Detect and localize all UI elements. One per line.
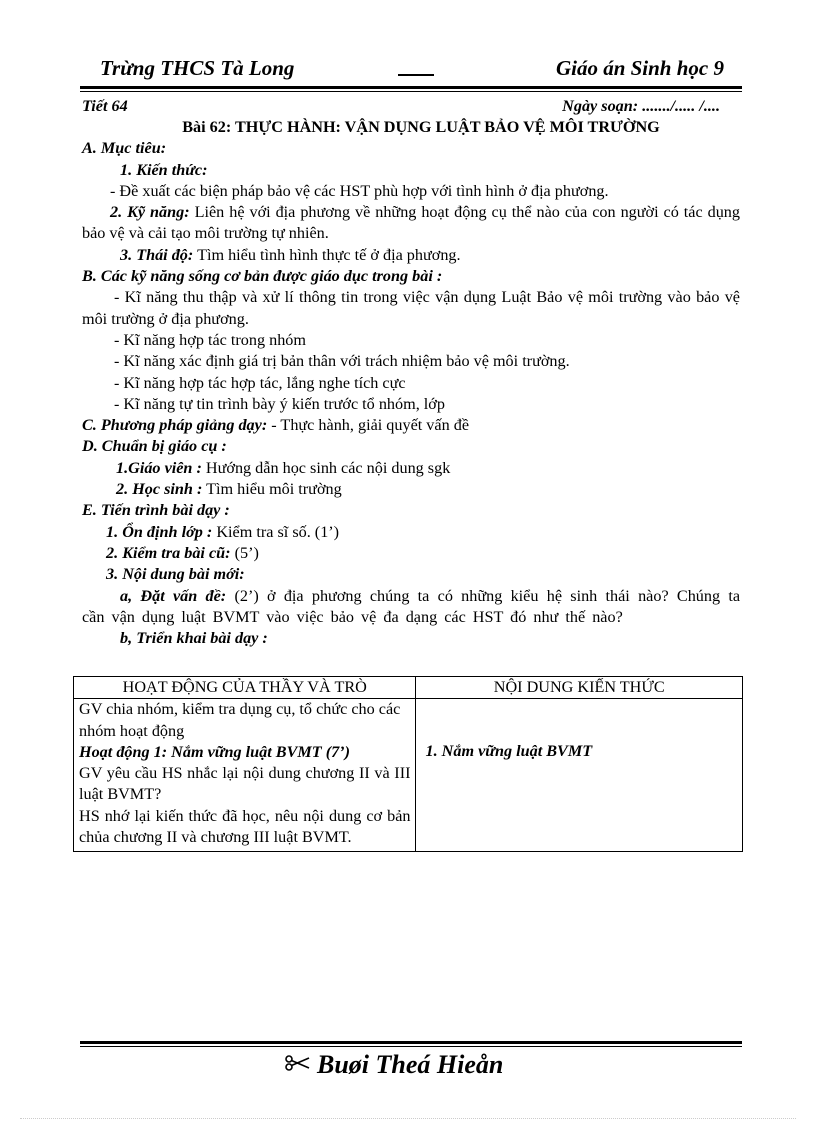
student-heading: 2. Học sinh : [116,480,203,499]
table-header-row [74,677,743,699]
content-heading: 1. Nắm vững luật BVMT [425,742,593,761]
section-c-heading: C. Phương pháp giảng dạy: [82,416,268,435]
section-b-item: - Kĩ năng tự tin trình bày ý kiến trước tổ nhóm, lớp [114,394,445,413]
student-row [82,479,740,500]
date-label: Ngày soạn: ......./..... /.... [562,97,720,115]
header-divider [398,62,434,76]
subject-name: Giáo án Sinh học 9 [555,56,724,80]
step1-text: Kiểm tra sĩ số. (1’) [216,522,340,541]
skill-heading: 2. Kỹ năng: [110,203,190,222]
section-b-item: - Kĩ năng thu thập và xử lí thông tin trong việc vận dụng Luật Bảo vệ môi trường vào bảo vệ môi trường ở địa phương. [82,288,740,328]
step3-heading: 3. Nội dung bài mới: [106,565,245,584]
section-b-item: - Kĩ năng hợp tác trong nhóm [114,330,306,349]
col2-header: NỘI DUNG KIẾN THỨC [416,677,743,699]
scissors-icon [285,1048,311,1064]
left-intro: GV chia nhóm, kiểm tra dụng cụ, tổ chức cho các nhóm hoạt động [79,700,401,740]
col1-header: HOẠT ĐỘNG CỦA THẦY VÀ TRÒ [74,677,416,699]
teacher-row [82,458,740,479]
step1-heading: 1. Ổn định lớp : [106,522,213,541]
section-b-item: - Kĩ năng xác định giá trị bản thân với trách nhiệm bảo vệ môi trường. [114,352,570,371]
lesson-title: Bài 62: THỰC HÀNH: VẬN DỤNG LUẬT BẢO VỆ MÔI TRƯỜNG [182,118,660,136]
activity-heading: Hoạt động 1: Nắm vững luật BVMT (7’) [79,742,350,761]
section-e-heading: E. Tiến trình bài dạy : [82,501,230,520]
page-edge [20,1118,796,1119]
section-b-item: - Kĩ năng hợp tác hợp tác, lắng nghe tích cực [114,373,406,392]
page-header [80,50,742,86]
intro-paragraph [82,586,740,629]
intro-text: (2’) ở địa phương chúng ta có những kiểu hệ sinh thái nào? Chúng ta cần vận dụng luật BVMT vào việc bảo vệ đa dạng các HST đó như thế nào? [82,586,741,626]
footer-rule-thin [80,1046,742,1047]
content-spacer [421,699,737,741]
teacher-heading: 1.Giáo viên : [116,458,202,477]
deploy-heading: b, Triển khai bài dạy : [120,629,268,648]
attitude-heading: 3. Thái độ: [120,245,194,264]
activity-cell [74,699,416,852]
section-a-heading: A. Mục tiêu: [82,139,167,158]
attitude-text: Tìm hiểu tình hình thực tế ở địa phương. [197,245,461,264]
step2-heading: 2. Kiểm tra bài cũ: [106,543,231,562]
left-answer: HS nhớ lại kiến thức đã học, nêu nội dung cơ bản chủa chương II và chương III luật BVMT. [79,806,411,847]
section-c-text: - Thực hành, giải quyết vấn đề [271,416,470,435]
step2-text: (5’) [234,543,259,562]
school-name: Trừng THCS Tà Long [100,56,295,80]
footer-rule [80,1041,742,1044]
page-footer [285,1050,503,1080]
skill-paragraph [82,202,740,245]
step2-row [82,543,740,564]
period-row [82,96,740,117]
attitude-row [82,245,740,266]
lesson-activity-table [73,676,743,852]
table-row [74,699,743,852]
header-rule [80,86,742,89]
content-cell [416,699,743,852]
left-question: GV yêu cầu HS nhắc lại nội dung chương II và III luật BVMT? [79,764,411,804]
section-b-heading: B. Các kỹ năng sống cơ bản được giáo dục trong bài : [82,267,443,286]
header-rule-thin [80,91,742,92]
intro-heading: a, Đặt vấn đề: [120,586,227,605]
student-text: Tìm hiểu môi trường [206,480,342,499]
lesson-content [82,96,740,649]
teacher-text: Hướng dẫn học sinh các nội dung sgk [205,458,451,477]
knowledge-heading: 1. Kiến thức: [120,160,208,179]
skill-text: Liên hệ với địa phương về những hoạt động cụ thể nào của con người có tác dụng bảo vệ và cải tạo môi trường tự nhiên. [82,203,740,243]
section-d-heading: D. Chuẩn bị giáo cụ : [82,437,227,456]
knowledge-text: - Đề xuất các biện pháp bảo vệ các HST phù hợp với tình hình ở địa phương. [110,181,609,200]
section-c-row [82,415,740,436]
step1-row [82,522,740,543]
author-name: Buøi Theá Hieån [317,1050,504,1079]
period-label: Tiết 64 [82,97,128,115]
